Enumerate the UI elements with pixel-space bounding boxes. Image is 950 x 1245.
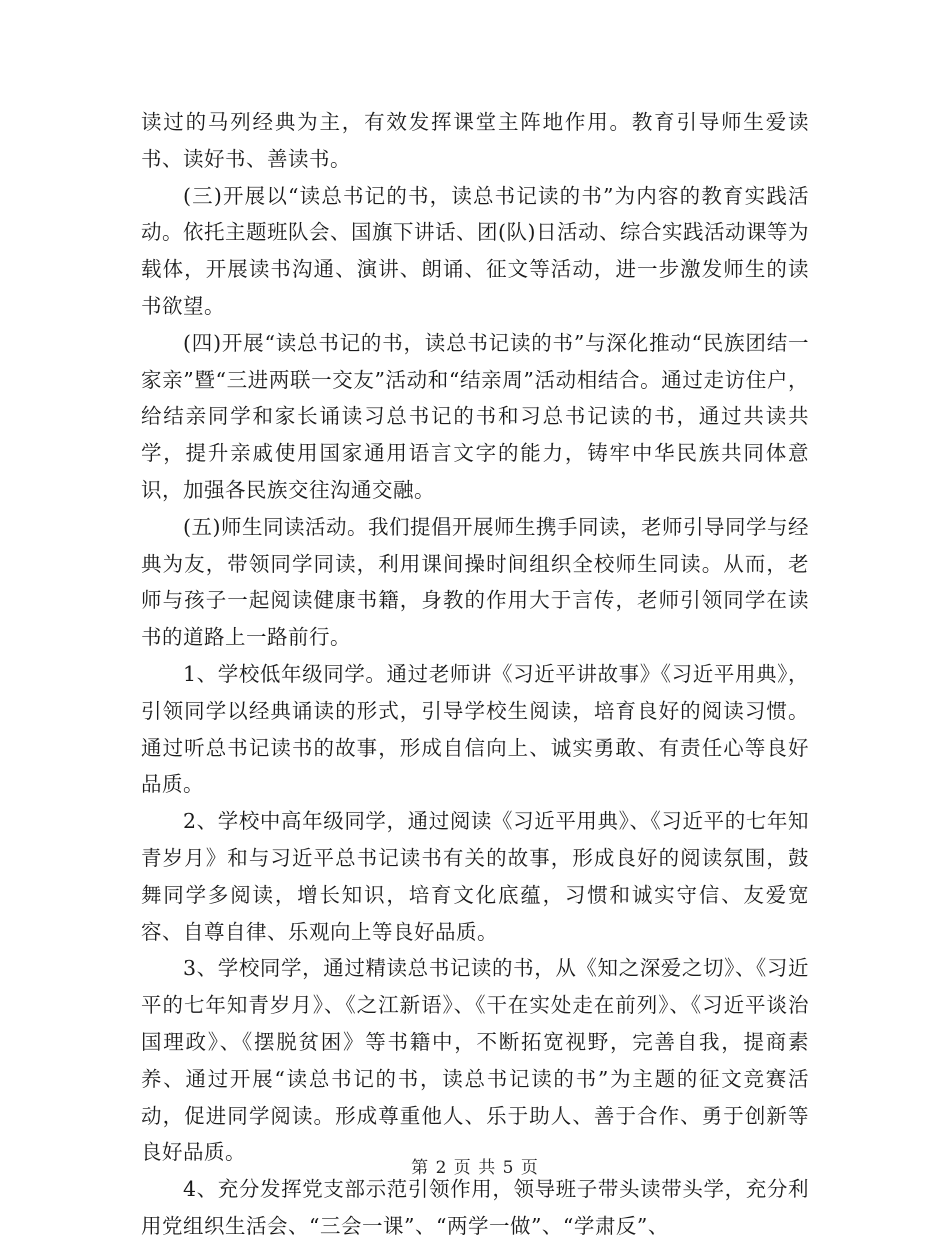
paragraph-continuation: 读过的马列经典为主，有效发挥课堂主阵地作用。教育引导师生爱读书、读好书、善读书。 (141, 110, 809, 171)
paragraph-section-3: (三)开展以“读总书记的书，读总书记读的书”为内容的教育实践活动。依托主题班队会、国旗下讲话、团(队)日活动、综合实践活动课等为载体，开展读书沟通、演讲、朗诵、征文等活动，进一步激发师生的读书欲望。 (141, 183, 809, 318)
paragraph-item-3: 3、学校同学，通过精读总书记读的书，从《知之深爱之切》、《习近平的七年知青岁月》、《之江新语》、《干在实处走在前列》、《习近平谈治国理政》、《摆脱贫困》等书籍中，不断拓宽视野，完善自我，提商素养、通过开展“读总书记的书，读总书记读的书”为主题的征文竞赛活动，促进同学阅读。形成尊重他人、乐于助人、善于合作、勇于创新等良好品质。 (141, 956, 809, 1165)
document-body (141, 104, 809, 1245)
paragraph-item-2: 2、学校中高年级同学，通过阅读《习近平用典》、《习近平的七年知青岁月》和与习近平总书记读书有关的故事，形成良好的阅读氛围，鼓舞同学多阅读，增长知识，培育文化底蕴，习惯和诚实守信、友爱宽容、自尊自律、乐观向上等良好品质。 (141, 809, 809, 944)
paragraph-item-4: 4、充分发挥党支部示范引领作用，领导班子带头读带头学，充分利用党组织生活会、“三会一课”、“两学一做”、“学肃反”、 (141, 1177, 809, 1238)
paragraph-item-1: 1、学校低年级同学。通过老师讲《习近平讲故事》《习近平用典》，引领同学以经典诵读的形式，引导学校生阅读，培育良好的阅读习惯。通过听总书记读书的故事，形成自信向上、诚实勇敢、有责任心等良好品质。 (141, 661, 809, 797)
paragraph-section-4: (四)开展“读总书记的书，读总书记读的书”与深化推动“民族团结一家亲”暨“三进两联一交友”活动和“结亲周”活动相结合。通过走访住户，给结亲同学和家长诵读习总书记的书和习总书记读的书，通过共读共学，提升亲戚使用国家通用语言文字的能力，铸牢中华民族共同体意识，加强各民族交往沟通交融。 (141, 330, 809, 502)
paragraph-section-5: (五)师生同读活动。我们提倡开展师生携手同读，老师引导同学与经典为友，带领同学同读，利用课间操时间组织全校师生同读。从而，老师与孩子一起阅读健康书籍，身教的作用大于言传，老师引领同学在读书的道路上一路前行。 (141, 514, 809, 650)
page-number-footer: 第 2 页 共 5 页 (411, 1158, 539, 1178)
